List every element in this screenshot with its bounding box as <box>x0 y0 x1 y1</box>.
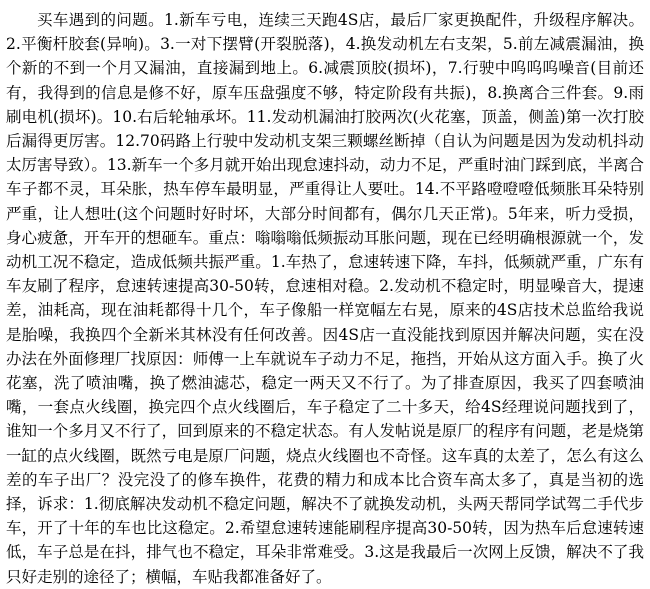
complaint-document <box>6 8 644 589</box>
complaint-paragraph: 买车遇到的问题。1.新车亏电，连续三天跑4S店，最后厂家更换配件，升级程序解决。2.平衡杆胶套(异响)。3.一对下摆臂(开裂脱落)，4.换发动机左右支架，5.前左减震漏油，换个新的不到一个月又漏油，直接漏到地上。6.减震顶胶(损坏)，7.行驶中呜呜呜噪音(目前还有，我得到的信息是修不好，原车压盘强度不够，特定阶段有共振)，8.换离合三件套。9.雨刷电机(损坏)。10.右后轮轴承坏。11.发动机漏油打胶两次(火花塞，顶盖，侧盖)第一次打胶后漏得更厉害。12.70码路上行驶中发动机支架三颗螺丝断掉（自认为问题是因为发动机抖动太厉害导致）。13.新车一个多月就开始出现怠速抖动，动力不足，严重时油门踩到底，半离合车子都不灵，耳朵胀，热车停车最明显，严重得让人要吐。14.不平路噔噔噔低频胀耳朵特别严重，让人想吐(这个问题时好时坏，大部分时间都有，偶尔几天正常)。5年来，听力受损，身心疲惫，开车开的想砸车。重点：嗡嗡嗡低频振动耳胀问题，现在已经明确根源就一个，发动机工况不稳定，造成低频共振严重。1.车热了，怠速转速下降，车抖，低频就严重，广东有车友刷了程序，怠速转速提高30-50转，怠速相对稳。2.发动机不稳定时，明显噪音大，提速差，油耗高，现在油耗都得十几个，车子像船一样宽幅左右晃，原来的4S店技术总监给我说是胎噪，我换四个全新米其林没有任何改善。因4S店一直没能找到原因并解决问题，实在没办法在外面修理厂找原因：师傅一上车就说车子动力不足，拖挡，开始从这方面入手。换了火花塞，洗了喷油嘴，换了燃油滤芯，稳定一两天又不行了。为了排查原因，我买了四套喷油嘴，一套点火线圈，换完四个点火线圈后，车子稳定了二十多天，给4S经理说问题找到了，谁知一个多月又不行了，回到原来的不稳定状态。有人发帖说是原厂的程序有问题，老是烧第一缸的点火线圈，既然亏电是原厂问题，烧点火线圈也不奇怪。这车真的太差了，怎么有这么差的车子出厂？没完没了的修车换件，花费的精力和成本比合资车高太多了，真是当初的选择，诉求：1.彻底解决发动机不稳定问题，解决不了就换发动机，头两天帮同学试驾二手代步车，开了十年的车也比这稳定。2.希望怠速转速能刷程序提高30-50转，因为热车后怠速转速低，车子总是在抖，排气也不稳定，耳朵非常难受。3.这是我最后一次网上反馈，解决不了我只好走别的途径了；横幅，车贴我都准备好了。 <box>6 11 644 586</box>
